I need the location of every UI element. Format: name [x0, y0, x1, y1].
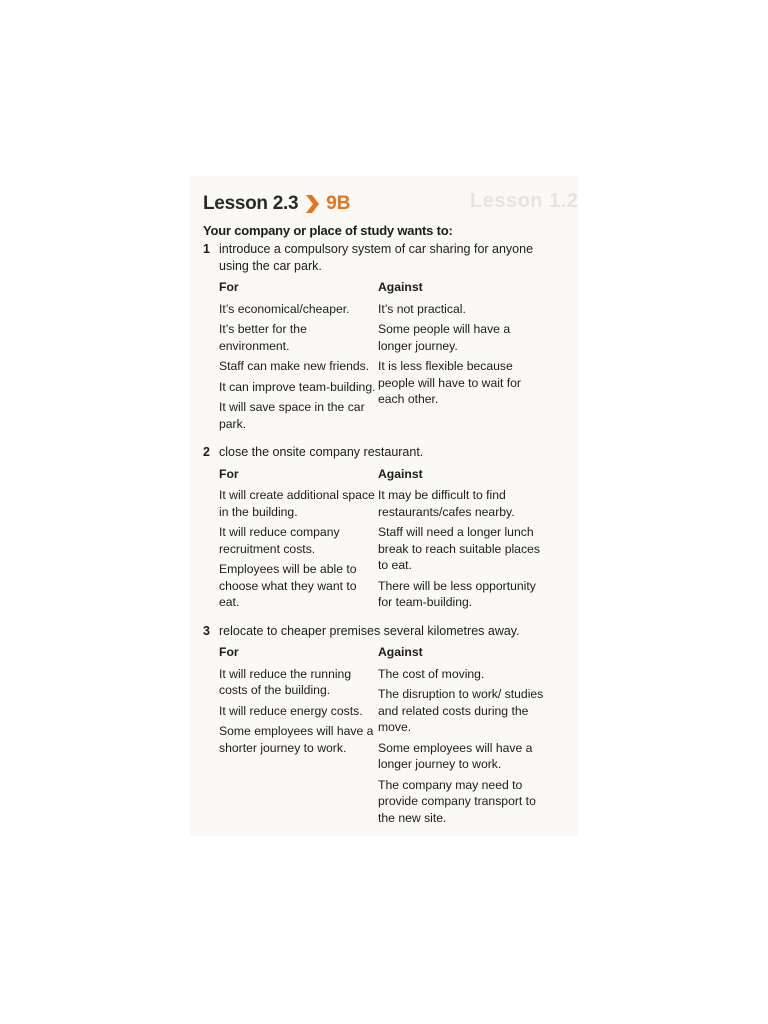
- against-column: [378, 644, 546, 830]
- chevron-right-icon: [304, 194, 320, 214]
- section-prompt: introduce a compulsory system of car sharing for anyone using the car park.: [219, 242, 534, 273]
- section-prompt: close the onsite company restaurant.: [219, 445, 424, 459]
- for-heading: For: [219, 466, 239, 481]
- for-column: [219, 279, 378, 436]
- against-point: The company may need to provide company transport to the new site.: [378, 777, 536, 825]
- against-column: [378, 279, 546, 436]
- for-against-table: [219, 466, 563, 615]
- for-point: It will reduce the running costs of the building.: [219, 666, 352, 697]
- lesson-header: [203, 190, 563, 218]
- section-number: 3: [203, 623, 210, 638]
- against-heading: Against: [378, 466, 423, 481]
- for-point: It will create additional space in the building.: [219, 488, 375, 519]
- lesson-content: [203, 190, 563, 830]
- against-point: Staff will need a longer lunch break to reach suitable places to eat.: [378, 525, 540, 572]
- for-heading: For: [219, 280, 239, 294]
- for-point: Staff can make new friends.: [219, 359, 370, 373]
- for-against-table: [219, 279, 563, 436]
- against-column: [378, 466, 546, 615]
- section-number: 2: [203, 445, 210, 459]
- for-point: It’s better for the environment.: [219, 322, 307, 353]
- against-point: Some employees will have a longer journey to work.: [378, 740, 533, 771]
- for-point: Employees will be able to choose what they want to eat.: [219, 562, 357, 609]
- for-point: It can improve team-building.: [219, 379, 376, 394]
- against-point: Some people will have a longer journey.: [378, 322, 511, 353]
- against-heading: Against: [378, 645, 423, 659]
- against-point: It may be difficult to find restaurants/cafes nearby.: [378, 488, 515, 519]
- section-2: [203, 444, 563, 461]
- section-number: 1: [203, 242, 210, 256]
- for-against-table: [219, 644, 563, 830]
- for-point: Some employees will have a shorter journey to work.: [219, 724, 374, 755]
- lesson-code: 9B: [326, 193, 351, 214]
- against-point: It’s not practical.: [378, 301, 466, 316]
- against-point: It is less flexible because people will have to wait for each other.: [378, 359, 521, 406]
- task-subtitle: Your company or place of study wants to:: [203, 223, 453, 238]
- against-point: The cost of moving.: [378, 666, 485, 681]
- lesson-title: Lesson 2.3: [203, 193, 299, 214]
- for-column: [219, 644, 378, 830]
- against-heading: Against: [378, 280, 423, 294]
- for-point: It’s economical/cheaper.: [219, 301, 350, 316]
- for-point: It will save space in the car park.: [219, 400, 365, 431]
- section-1: [203, 241, 563, 274]
- section-3: [203, 623, 563, 640]
- bleed-through-text: Lesson 1.2: [470, 190, 579, 212]
- for-column: [219, 466, 378, 615]
- sections-list: [203, 241, 563, 830]
- against-point: There will be less opportunity for team-building.: [378, 578, 536, 609]
- for-heading: For: [219, 645, 239, 659]
- against-point: The disruption to work/ studies and related costs during the move.: [378, 687, 544, 734]
- for-point: It will reduce energy costs.: [219, 703, 363, 718]
- section-prompt: relocate to cheaper premises several kilometres away.: [219, 623, 520, 638]
- for-point: It will reduce company recruitment costs.: [219, 525, 340, 556]
